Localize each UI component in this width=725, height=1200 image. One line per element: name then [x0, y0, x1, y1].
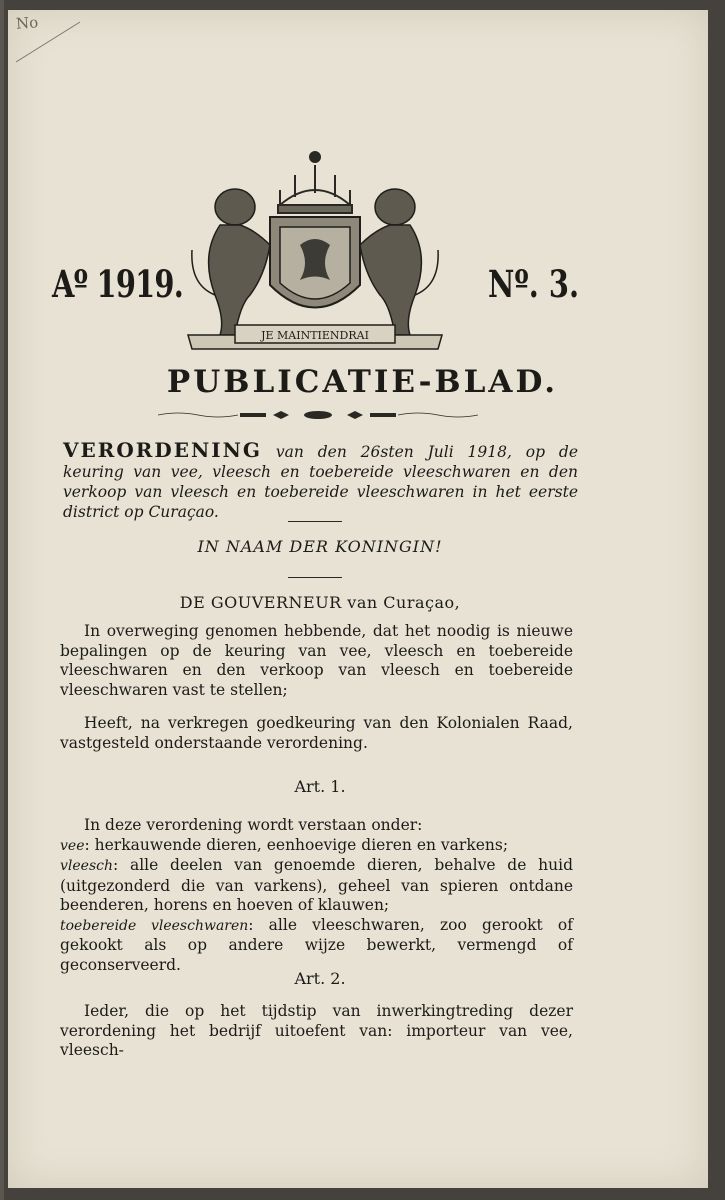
article-2-body [60, 1002, 573, 1061]
divider-rule [288, 521, 342, 522]
article-1-body [60, 816, 573, 975]
ornament-divider [158, 408, 478, 422]
definition-text: : alle vleeschwaren, zoo gerookt of gekookt als op andere wijze bewerkt, vermengd of geconserveerd. [60, 915, 573, 974]
invocation-text: IN NAAM DER KONINGIN! [197, 537, 443, 556]
article-2-text: Ieder, die op het tijdstip van inwerkingtreding dezer verordening het bedrijf uitoefent van: importeur van vee, vleesch- [60, 1002, 573, 1059]
coat-of-arms-icon [180, 145, 450, 355]
preamble-paragraph [60, 714, 573, 753]
ordinance-heading [63, 440, 578, 522]
definition-text: : alle deelen van genoemde dieren, behalve de huid (uitgezonderd die van varkens), geheel van spieren ontdane beenderen, horens en hoeven of klauwen; [60, 856, 573, 914]
preamble-paragraph [60, 622, 573, 700]
definition-text: : herkauwende dieren, eenhoevige dieren en varkens; [84, 835, 509, 854]
article-1-intro: In deze verordening wordt verstaan onder: [84, 816, 423, 834]
page-title: PUBLICATIE-BLAD. [166, 364, 559, 400]
ordinance-label: VERORDENING [63, 438, 263, 462]
governor-line: DE GOUVERNEUR van Curaçao, [179, 593, 461, 612]
definition-vleesch [60, 856, 573, 916]
definition-toebereide [60, 916, 573, 976]
ordinance-description: van den 26sten Juli 1918, op de keuring van vee, vleesch en toebereide vleeschwaren en den verkoop van vleesch en toebereide vleeschwaren in het eerste district op Curaçao. [63, 443, 579, 521]
term: toebereide vleeschwaren [60, 917, 249, 934]
year-label: Aº 1919. [52, 262, 184, 306]
motto-text: JE MAINTIENDRAI [261, 329, 369, 342]
corner-note: No [15, 13, 39, 33]
term: vleesch [60, 858, 113, 874]
term: vee [60, 837, 85, 854]
preamble-text-1: In overweging genomen hebbende, dat het noodig is nieuwe bepalingen op de keuring van vee, vleesch en toebereide vleeschwaren en den verkoop van vleesch en toebereide vleeschwaren vast te stellen; [60, 622, 573, 699]
definition-vee [60, 836, 573, 857]
article-2-title: Art. 2. [294, 969, 346, 988]
article-1-title: Art. 1. [294, 777, 346, 796]
preamble-text-2: Heeft, na verkregen goedkeuring van den Kolonialen Raad, vastgesteld onderstaande verordening. [60, 714, 573, 752]
issue-number: Nº. 3. [488, 262, 580, 306]
divider-rule [288, 577, 342, 578]
